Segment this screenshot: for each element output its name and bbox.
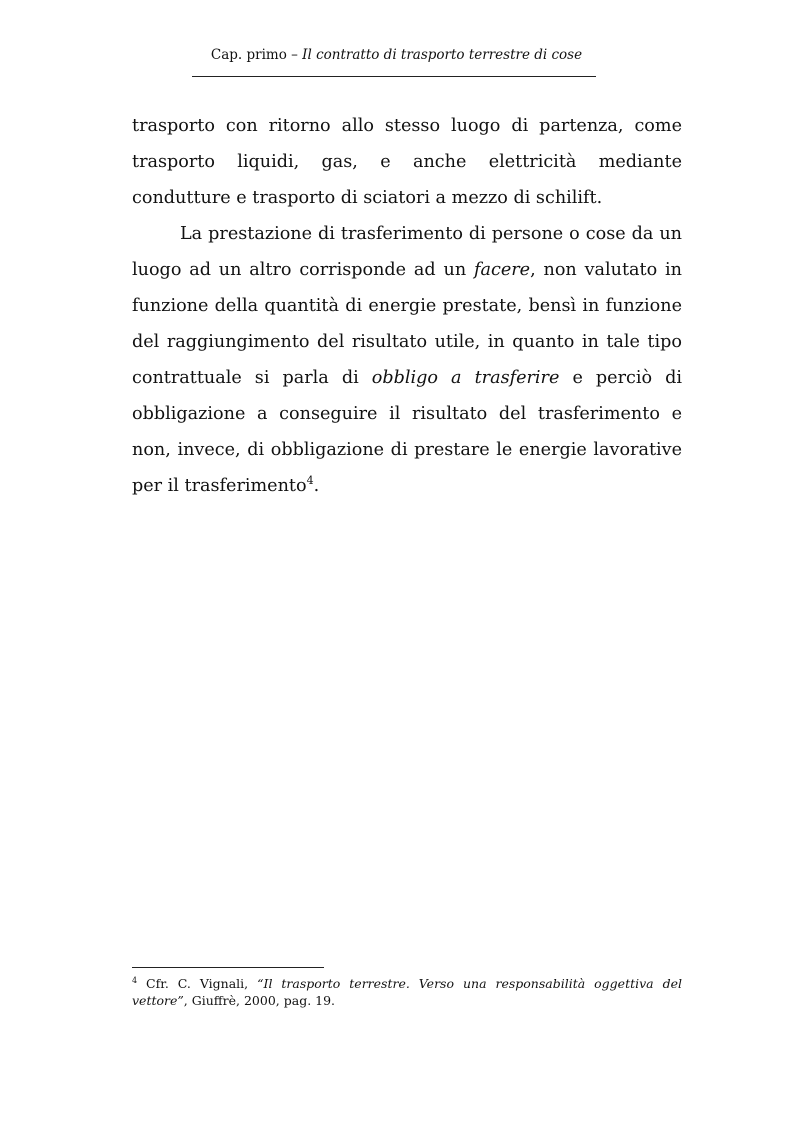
term-facere: facere bbox=[474, 260, 531, 280]
footnote-cited-title: “Il trasporto terrestre. Verso una responsabilità oggettiva del vettore” bbox=[132, 976, 683, 1008]
paragraph-2-part-3: e perciò di obbligazione a conseguire il risultato del trasferimento e non, invece, di obbligazione di prestare le energie lavorative per il trasferimento bbox=[132, 368, 682, 496]
footnote-rule bbox=[132, 967, 324, 968]
body-text bbox=[132, 108, 682, 504]
footnote-reference[interactable]: 4 bbox=[306, 474, 314, 488]
header-rule bbox=[192, 76, 596, 77]
footnote-number: 4 bbox=[132, 975, 138, 985]
header-title: Il contratto di trasporto terrestre di cose bbox=[302, 47, 583, 63]
paragraph-1: trasporto con ritorno allo stesso luogo di partenza, come trasporto liquidi, gas, e anche elettricità mediante condutture e trasporto di sciatori a mezzo di schilift. bbox=[132, 116, 682, 208]
term-obbligo-a-trasferire: obbligo a trasferire bbox=[371, 368, 560, 388]
running-header bbox=[0, 46, 793, 64]
paragraph-2-part-2: , non valutato in funzione della quantità di energie prestate, bensì in funzione del raggiungimento del risultato utile, in quanto in tale tipo contrattuale si parla di bbox=[132, 260, 682, 388]
footnote-suffix: , Giuffrè, 2000, pag. 19. bbox=[183, 993, 336, 1008]
paragraph-2-part-1: La prestazione di trasferimento di persone o cose da un luogo ad un altro corrisponde ad un bbox=[132, 224, 682, 280]
paragraph-2-end: . bbox=[313, 476, 320, 496]
footnote-prefix: Cfr. C. Vignali, bbox=[137, 976, 258, 991]
footnote bbox=[132, 975, 682, 1009]
header-chapter: Cap. primo – bbox=[210, 47, 303, 63]
paragraph-2 bbox=[132, 216, 682, 504]
